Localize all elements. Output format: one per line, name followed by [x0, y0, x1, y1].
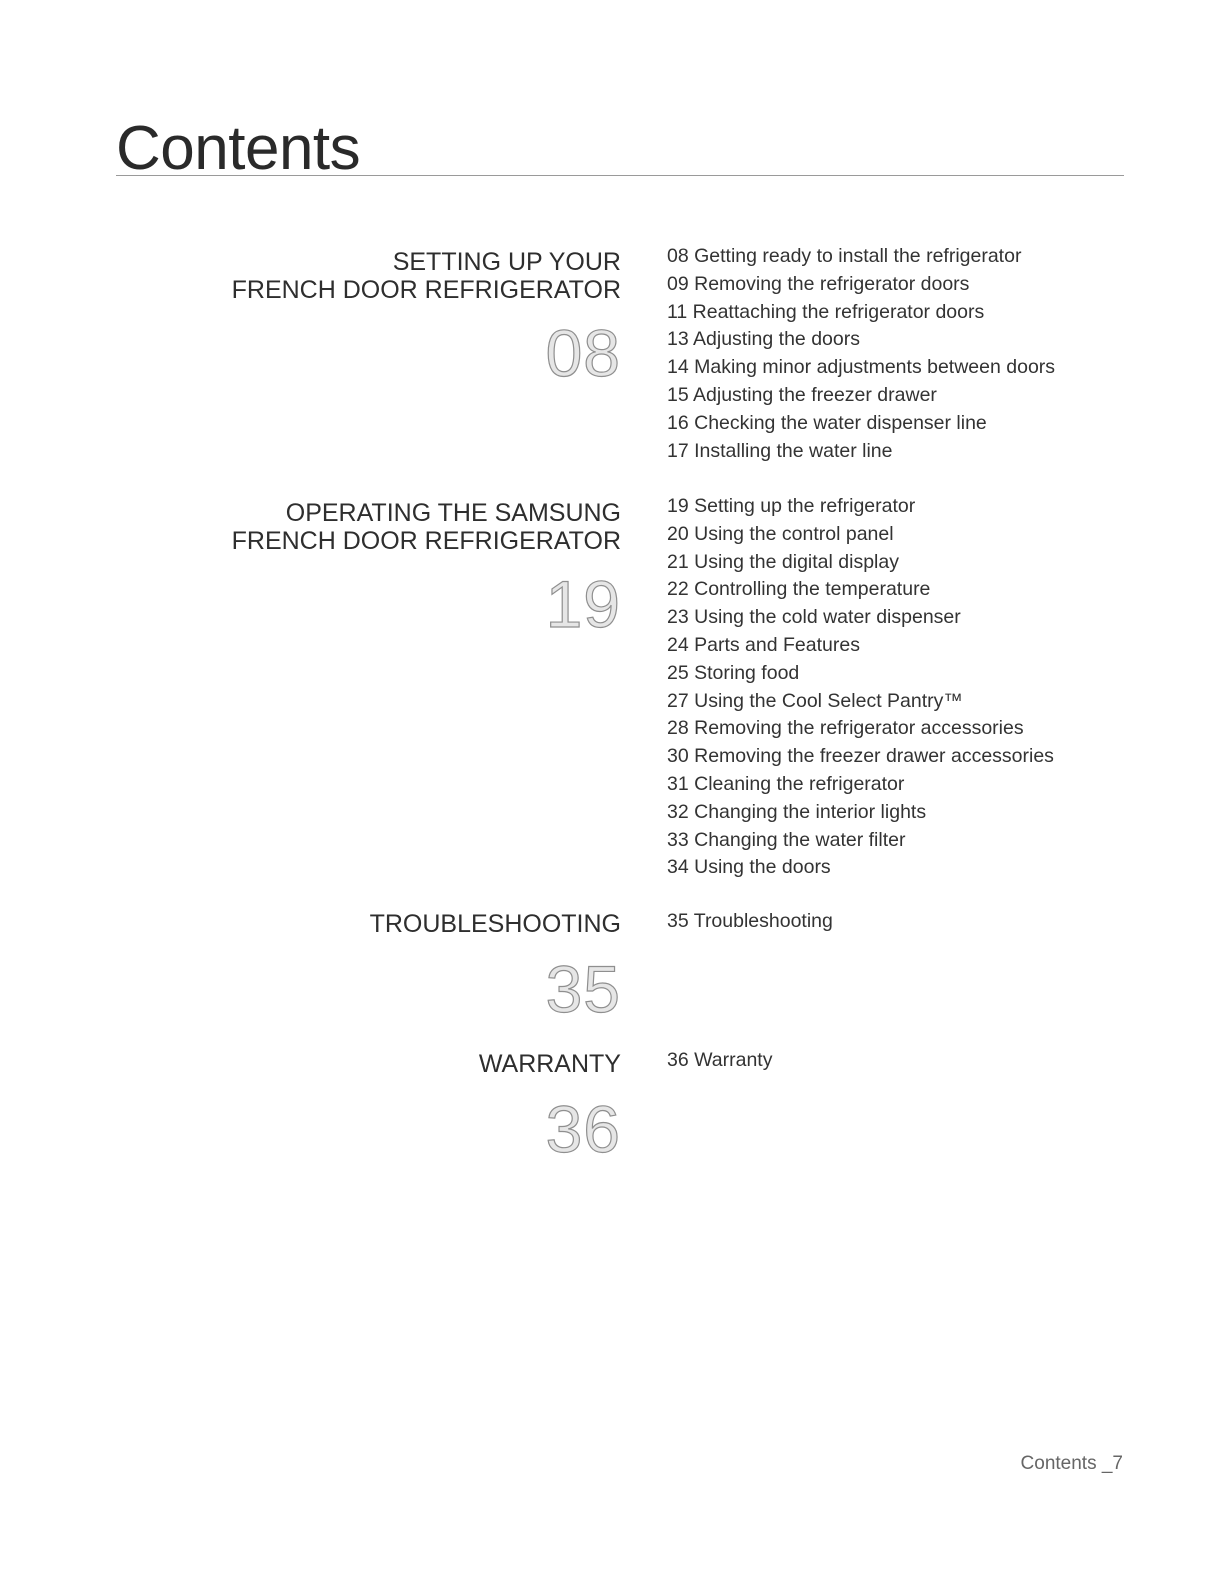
toc-entry[interactable]: 33 Changing the water filter [667, 828, 906, 851]
section-number: 35 [545, 952, 621, 1026]
toc-entry[interactable]: 19 Setting up the refrigerator [667, 495, 916, 517]
toc-list [667, 1047, 772, 1075]
section-heading [232, 248, 621, 304]
page-footer: Contents _7 [1020, 1453, 1123, 1474]
toc-entry[interactable]: 21 Using the digital display [667, 550, 899, 573]
section-number: 36 [545, 1092, 621, 1166]
section-heading-line: FRENCH DOOR REFRIGERATOR [231, 276, 621, 304]
toc-entry[interactable]: 23 Using the cold water dispenser [667, 606, 961, 629]
toc-entry[interactable]: 34 Using the doors [667, 856, 831, 879]
toc-entry[interactable]: 22 Controlling the temperature [667, 578, 931, 601]
section-heading-line: OPERATING THE SAMSUNG [285, 499, 621, 527]
toc-entry[interactable]: 32 Changing the interior lights [667, 800, 927, 823]
toc-entry[interactable]: 25 Storing food [667, 661, 800, 684]
toc-entry[interactable]: 14 Making minor adjustments between doors [667, 356, 1056, 379]
section-heading-line: SETTING UP YOUR [392, 248, 621, 276]
section-heading-line: TROUBLESHOOTING [369, 910, 621, 938]
toc-entry[interactable]: 15 Adjusting the freezer drawer [667, 383, 937, 406]
section-heading [232, 499, 621, 555]
page-title: Contents [116, 114, 361, 183]
toc-entry[interactable]: 13 Adjusting the doors [667, 328, 860, 351]
toc-entry[interactable]: 35 Troubleshooting [667, 910, 833, 932]
toc-entry[interactable]: 30 Removing the freezer drawer accessories [667, 745, 1054, 768]
section-heading-line: WARRANTY [478, 1050, 621, 1078]
toc-entry[interactable]: 17 Installing the water line [667, 439, 893, 462]
toc-entry[interactable]: 24 Parts and Features [667, 633, 860, 656]
toc-list [667, 493, 1054, 882]
toc-entry[interactable]: 31 Cleaning the refrigerator [667, 772, 905, 795]
title-divider [116, 175, 1124, 176]
toc-entry[interactable]: 28 Removing the refrigerator accessories [667, 717, 1024, 740]
section-heading [479, 1050, 621, 1078]
toc-entry[interactable]: 16 Checking the water dispenser line [667, 411, 987, 434]
toc-entry[interactable]: 20 Using the control panel [667, 522, 894, 545]
toc-entry[interactable]: 27 Using the Cool Select Pantry™ [667, 689, 963, 712]
toc-list [667, 243, 1055, 465]
toc-entry[interactable]: 09 Removing the refrigerator doors [667, 272, 970, 295]
section-number: 19 [545, 567, 621, 641]
section-number: 08 [545, 316, 621, 390]
toc-entry[interactable]: 11 Reattaching the refrigerator doors [667, 300, 985, 323]
toc-list [667, 908, 833, 936]
toc-entry[interactable]: 08 Getting ready to install the refrigerator [667, 245, 1022, 267]
section-heading [370, 910, 621, 938]
section-heading-line: FRENCH DOOR REFRIGERATOR [231, 527, 621, 555]
toc-entry[interactable]: 36 Warranty [667, 1049, 773, 1071]
